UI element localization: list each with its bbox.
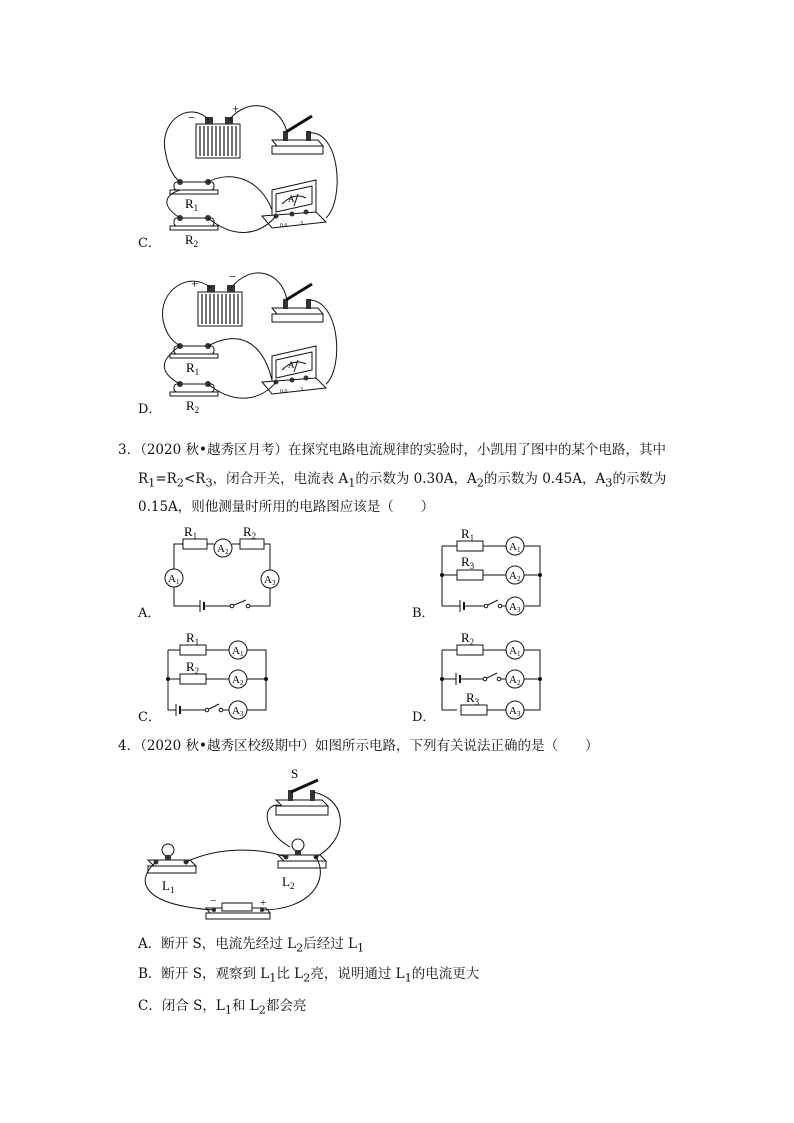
svg-text:A1: A1 [509, 541, 521, 554]
svg-text:A3: A3 [264, 574, 276, 587]
q3-number: 3． [118, 442, 141, 458]
svg-text:A3: A3 [232, 705, 244, 718]
svg-text:R2: $R_2$ [461, 630, 475, 647]
scale-low: 0.6 [280, 223, 288, 229]
q3-source: （2020 秋•越秀区月考） [140, 442, 288, 458]
svg-text:A1: A1 [232, 645, 244, 658]
svg-text:R1: $R_1$ [184, 524, 198, 541]
battery-minus: − [188, 110, 196, 125]
svg-text:A3: A3 [509, 601, 521, 614]
ammeter-label: A [288, 194, 295, 204]
svg-text:A1: A1 [509, 645, 521, 658]
l1-label: $L_1$ [162, 878, 175, 895]
q4-stem: 如图所示电路，下列有关说法正确的是（ ） [314, 738, 599, 754]
r1-label: $R_1$ [185, 196, 199, 213]
q2-option-c-label: C． [138, 236, 161, 251]
q4-option-a: A．断开 S，电流先经过 $L_2$后经过 $L_1$ [138, 936, 365, 955]
battery-plus: + [260, 897, 267, 909]
svg-text:A3: A3 [509, 705, 521, 718]
q3-line2: $R_1=R_2<R_3$，闭合开关，电流表 $A_1$的示数为 0.30A，$A_2$的示数为 0.45A，$A_3$的示数为 [138, 471, 667, 490]
switch-label: S [291, 766, 299, 781]
q3-stem-line1: 在探究电路电流规律的实验时，小凯用了图中的某个电路，其中 [287, 442, 666, 458]
svg-text:R2: $R_2$ [186, 659, 200, 676]
svg-text:R1: $R_1$ [186, 630, 200, 647]
scale-high: 3 [300, 221, 303, 227]
svg-text:A1: A1 [168, 573, 180, 586]
svg-text:A2: A2 [217, 543, 229, 556]
r2-label: $R_2$ [185, 232, 199, 249]
knife-switch-icon [276, 780, 328, 815]
q3-option-c: C． [138, 710, 161, 725]
battery-minus: − [229, 269, 237, 284]
r2-label: $R_2$ [186, 398, 200, 415]
scale-low: 0.6 [280, 389, 288, 395]
q3-line3: 0.15A，则他测量时所用的电路图应该是（ ） [138, 499, 435, 515]
r1-label: $R_1$ [186, 360, 200, 377]
svg-text:A2: A2 [509, 570, 521, 583]
svg-text:R3: $R_3$ [461, 554, 475, 571]
battery-minus: − [210, 895, 217, 907]
q4-option-b: B．断开 S，观察到 $L_1$比 $L_2$亮，说明通过 $L_1$的电流更大 [138, 966, 480, 985]
svg-text:A2: A2 [509, 674, 521, 687]
q3-option-d: D． [412, 710, 436, 725]
svg-text:R3: $R_3$ [466, 690, 480, 707]
q4-option-c: C．闭合 S，$L_1$和 $L_2$都会亮 [138, 998, 307, 1017]
battery-plus: + [191, 276, 199, 291]
svg-text:R2: $R_2$ [243, 524, 257, 541]
battery-plus: + [232, 101, 240, 116]
svg-text:R1: $R_1$ [461, 526, 475, 543]
q3-option-a: A． [138, 606, 161, 621]
q4-source: （2020 秋•越秀区校级期中） [140, 738, 315, 754]
bulb-l1-icon [148, 844, 196, 873]
q2-option-d-label: D． [138, 402, 162, 417]
q3-option-b: B． [412, 606, 435, 621]
scale-high: 3 [300, 387, 303, 393]
l2-label: $L_2$ [282, 874, 295, 891]
ammeter-label: A [288, 360, 295, 370]
svg-text:A2: A2 [232, 674, 244, 687]
q4-number: 4． [118, 738, 141, 754]
